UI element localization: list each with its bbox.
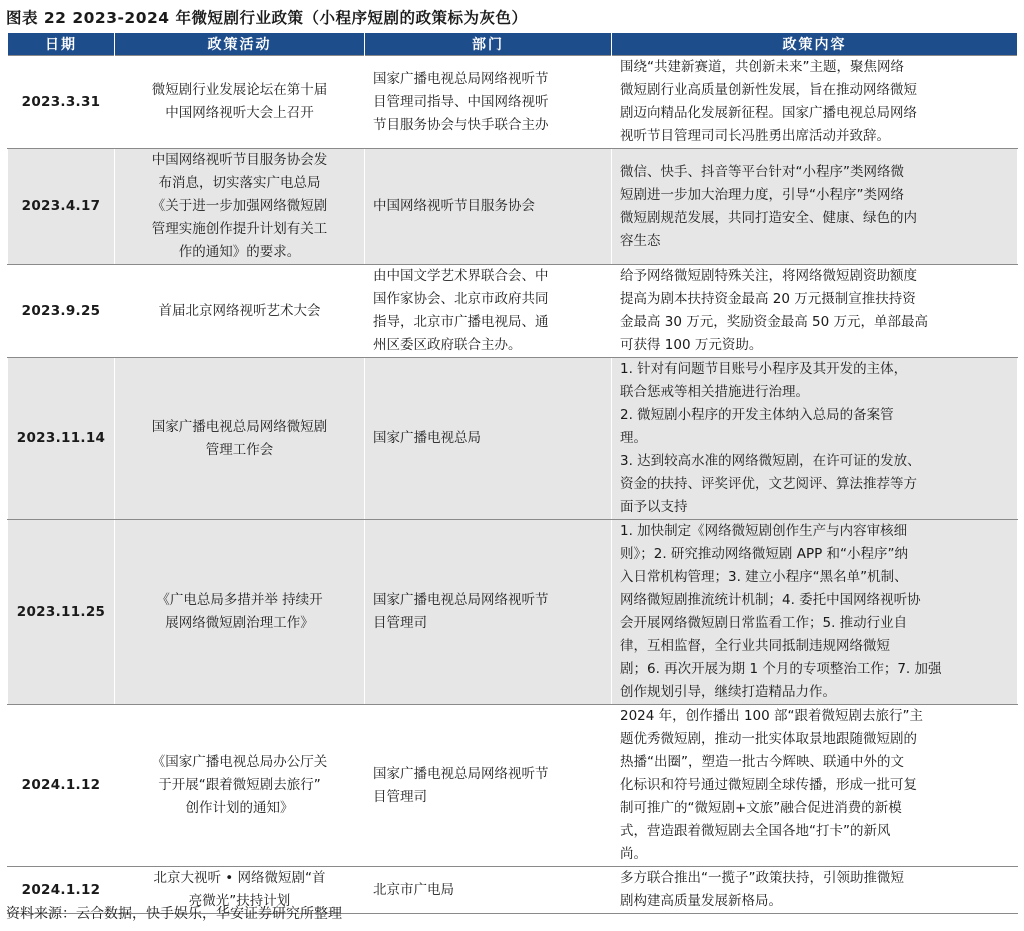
cell-activity-line: 管理实施创作提升计划有关工 [151, 221, 328, 237]
cell-department-line: 国家广播电视总局网络视听节 [373, 765, 549, 782]
cell-content-line: 微短剧行业高质量创新性发展，旨在推动网络微短 [620, 82, 917, 98]
figure-title: 图表 22 2023-2024 年微短剧行业政策（小程序短剧的政策标为灰色） [6, 9, 528, 27]
cell-activity [115, 705, 365, 867]
cell-content-line: 制可推广的“微短剧+文旅”融合促进消费的新模 [620, 800, 902, 816]
cell-date: 2024.1.12 [8, 867, 115, 914]
cell-date: 2023.11.25 [8, 520, 115, 705]
cell-content-line: 1. 针对有问题节目账号小程序及其开发的主体， [620, 361, 908, 377]
cell-content-line: 3. 达到较高水准的网络微短剧，在许可证的发放、 [620, 453, 921, 469]
cell-content-line: 面予以支持 [620, 499, 688, 515]
cell-activity-line: 中国网络视听大会上召开 [165, 105, 314, 121]
cell-activity-line: 布消息，切实落实广电总局 [158, 175, 321, 191]
cell-department-line: 目管理司指导、中国网络视听 [373, 93, 549, 110]
cell-date: 2023.3.31 [8, 56, 115, 149]
cell-content-line: 理。 [620, 430, 647, 446]
cell-content-line: 提高为剧本扶持资金最高 20 万元摄制宣推扶持资 [620, 291, 916, 307]
cell-date: 2023.11.14 [8, 358, 115, 520]
cell-activity-line: 管理工作会 [205, 441, 274, 458]
cell-content-line: 热播“出圈”，塑造一批古今辉映、联通中外的文 [620, 754, 904, 770]
cell-content-line: 化标识和符号通过微短剧全球传播，形成一批可复 [620, 777, 917, 793]
cell-department-line: 北京市广电局 [373, 881, 454, 898]
cell-department [365, 705, 612, 867]
cell-activity-line: 首届北京网络视听艺术大会 [158, 302, 321, 319]
cell-content-line: 网络微短剧推流统计机制；4. 委托中国网络视听协 [620, 592, 921, 608]
cell-activity-line: 展网络微短剧治理工作》 [165, 615, 314, 631]
cell-department-line: 目管理司 [373, 788, 427, 805]
table-row [8, 520, 1018, 705]
cell-activity-line: 《国家广播电视总局办公厅关 [151, 754, 328, 770]
cell-activity-line: 于开展“跟着微短剧去旅行” [158, 777, 321, 793]
cell-activity-line: 微短剧行业发展论坛在第十届 [151, 82, 328, 98]
cell-department [365, 56, 612, 149]
cell-department-line: 国家广播电视总局 [373, 430, 481, 446]
cell-content-line: 剧；6. 再次开展为期 1 个月的专项整治工作；7. 加强 [620, 661, 942, 677]
cell-department-line: 国家广播电视总局网络视听节 [373, 70, 549, 87]
cell-department-line: 国家广播电视总局网络视听节 [373, 592, 549, 608]
cell-content-line: 入日常机构管理；3. 建立小程序“黑名单”机制、 [620, 569, 908, 585]
cell-content [612, 149, 1018, 265]
cell-content-line: 2. 微短剧小程序的开发主体纳入总局的备案管 [620, 407, 894, 423]
table-row [8, 705, 1018, 867]
cell-content-line: 会开展网络微短剧日常监看工作；5. 推动行业自 [620, 615, 908, 631]
cell-content-line: 1. 加快制定《网络微短剧创作生产与内容审核细 [620, 523, 908, 539]
cell-content-line: 式，营造跟着微短剧去全国各地“打卡”的新风 [620, 823, 891, 839]
cell-department [365, 358, 612, 520]
cell-department [365, 867, 612, 914]
cell-content-line: 视听节目管理司司长冯胜勇出席活动并致辞。 [620, 128, 890, 144]
cell-activity [115, 149, 365, 265]
cell-content-line: 微短剧规范发展，共同打造安全、健康、绿色的内 [620, 209, 917, 226]
cell-activity-line: 国家广播电视总局网络微短剧 [151, 418, 328, 435]
cell-activity-line: 北京大视听 • 网络微短剧“首 [153, 870, 326, 886]
table-row [8, 358, 1018, 520]
table-row [8, 265, 1018, 358]
cell-activity-line: 亮微光”扶持计划 [188, 893, 291, 909]
cell-content-line: 资金的扶持、评奖评优，文艺阅评、算法推荐等方 [620, 476, 917, 492]
cell-activity-line: 中国网络视听节目服务协会发 [151, 152, 328, 168]
cell-content [612, 705, 1018, 867]
cell-date: 2024.1.12 [8, 705, 115, 867]
table-row [8, 56, 1018, 149]
cell-content-line: 金最高 30 万元，奖励资金最高 50 万元，单部最高 [620, 314, 929, 330]
header-date: 日期 [8, 33, 115, 56]
cell-department [365, 149, 612, 265]
source-note: 资料来源：云合数据，快手娱乐，华安证券研究所整理 [6, 906, 342, 922]
cell-activity-line: 《广电总局多措并举 持续开 [156, 592, 323, 608]
cell-department-line: 指导，北京市广播电视局、通 [373, 314, 549, 330]
table-row [8, 149, 1018, 265]
cell-content [612, 358, 1018, 520]
policy-table [7, 33, 1018, 914]
cell-department [365, 265, 612, 358]
header-activity: 政策活动 [115, 33, 365, 56]
cell-activity [115, 358, 365, 520]
cell-content-line: 2024 年，创作播出 100 部“跟着微短剧去旅行”主 [620, 708, 923, 724]
cell-department-line: 国作家协会、北京市政府共同 [373, 291, 549, 307]
cell-content-line: 剧迈向精品化发展新征程。国家广播电视总局网络 [620, 105, 917, 121]
cell-department-line: 节目服务协会与快手联合主办 [373, 116, 549, 133]
cell-content-line: 创作规划引导，继续打造精品力作。 [620, 684, 836, 700]
cell-content [612, 520, 1018, 705]
cell-content-line: 给予网络微短剧特殊关注，将网络微短剧资助额度 [620, 268, 917, 284]
cell-date: 2023.9.25 [8, 265, 115, 358]
cell-content [612, 56, 1018, 149]
cell-content [612, 265, 1018, 358]
cell-content-line: 微信、快手、抖音等平台针对“小程序”类网络微 [620, 163, 904, 180]
cell-activity-line: 创作计划的通知》 [185, 800, 294, 816]
cell-content-line: 题优秀微短剧，推动一批实体取景地跟随微短剧的 [620, 731, 917, 747]
cell-activity [115, 520, 365, 705]
cell-content-line: 可获得 100 万元资助。 [620, 337, 763, 353]
header-department: 部门 [365, 33, 612, 56]
cell-content-line: 剧构建高质量发展新格局。 [620, 893, 782, 909]
cell-content-line: 联合惩戒等相关措施进行治理。 [620, 384, 809, 400]
cell-content-line: 短剧进一步加大治理力度，引导“小程序”类网络 [620, 186, 904, 203]
cell-department [365, 520, 612, 705]
cell-activity-line: 《关于进一步加强网络微短剧 [151, 198, 328, 214]
cell-content-line: 多方联合推出“一揽子”政策扶持，引领助推微短 [620, 870, 904, 886]
cell-activity-line: 作的通知》的要求。 [178, 244, 301, 260]
table-header-row [8, 33, 1018, 56]
cell-content-line: 律，互相监督，全行业共同抵制违规网络微短 [620, 638, 890, 654]
header-content: 政策内容 [612, 33, 1018, 56]
cell-date: 2023.4.17 [8, 149, 115, 265]
cell-content-line: 围绕“共建新赛道，共创新未来”主题，聚焦网络 [620, 59, 904, 75]
cell-content-line: 尚。 [620, 846, 647, 862]
cell-department-line: 中国网络视听节目服务协会 [373, 198, 535, 214]
cell-department-line: 由中国文学艺术界联合会、中 [373, 268, 549, 284]
cell-content [612, 867, 1018, 914]
cell-activity [115, 56, 365, 149]
cell-content-line: 则》；2. 研究推动网络微短剧 APP 和“小程序”纳 [620, 546, 909, 562]
cell-department-line: 目管理司 [373, 615, 427, 631]
cell-department-line: 州区委区政府联合主办。 [373, 337, 522, 353]
cell-content-line: 容生态 [620, 232, 661, 249]
cell-activity [115, 265, 365, 358]
